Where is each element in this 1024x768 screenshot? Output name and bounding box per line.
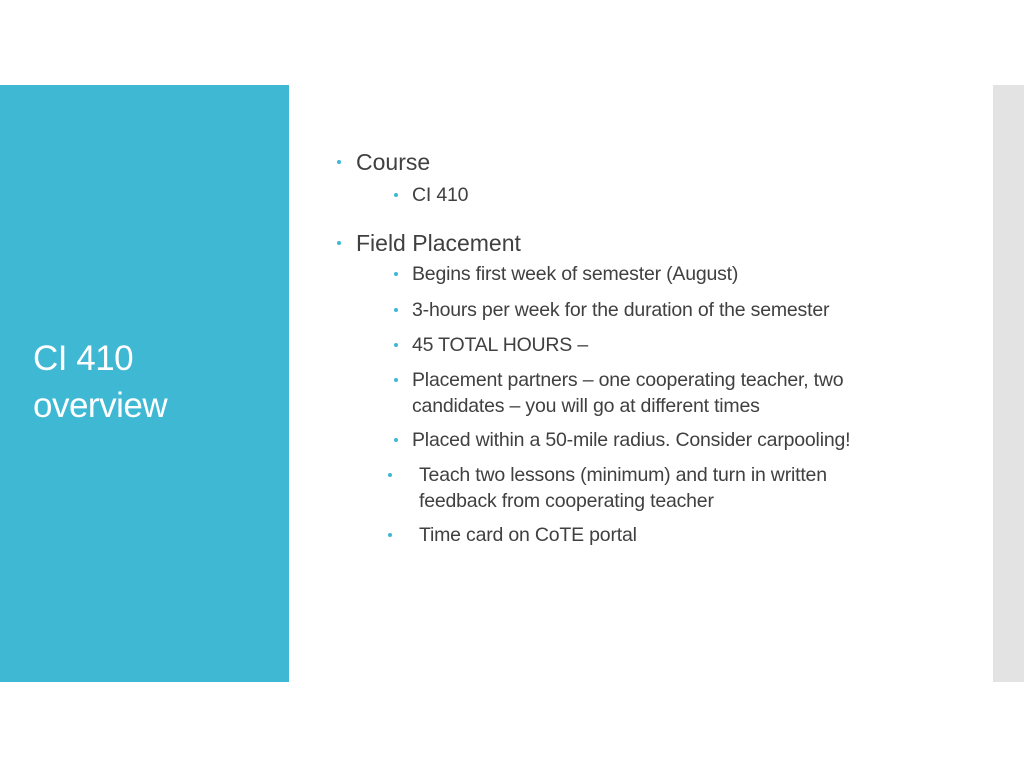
- bullet-icon: [337, 241, 341, 245]
- bullet-icon: [388, 533, 392, 537]
- bullet-hours: 3-hours per week for the duration of the semester: [412, 297, 829, 323]
- title-line-1: CI 410: [33, 339, 134, 378]
- bullet-icon: [337, 160, 341, 164]
- title-line-2: overview: [33, 386, 168, 425]
- bullet-total: 45 TOTAL HOURS –: [412, 332, 588, 358]
- bullet-icon: [394, 343, 398, 347]
- slide: [0, 85, 1024, 682]
- bullet-icon: [394, 193, 398, 197]
- bullet-field: Field Placement: [356, 229, 521, 257]
- bullet-partners: Placement partners – one cooperating teacher, two candidates – you will go at different times: [412, 367, 843, 419]
- slide-title: [33, 335, 167, 429]
- bullet-teach: Teach two lessons (minimum) and turn in written feedback from cooperating teacher: [419, 462, 827, 514]
- side-strip: [993, 85, 1024, 682]
- bullet-icon: [394, 272, 398, 276]
- bullet-icon: [394, 378, 398, 382]
- bullet-course-sub: CI 410: [412, 182, 468, 208]
- bullet-icon: [388, 473, 392, 477]
- title-panel: [0, 85, 289, 682]
- bullet-course: Course: [356, 148, 430, 176]
- bullet-icon: [394, 308, 398, 312]
- bullet-begins: Begins first week of semester (August): [412, 261, 738, 287]
- bullet-timecard: Time card on CoTE portal: [419, 522, 637, 548]
- bullet-icon: [394, 438, 398, 442]
- bullet-placed: Placed within a 50-mile radius. Consider carpooling!: [412, 427, 850, 453]
